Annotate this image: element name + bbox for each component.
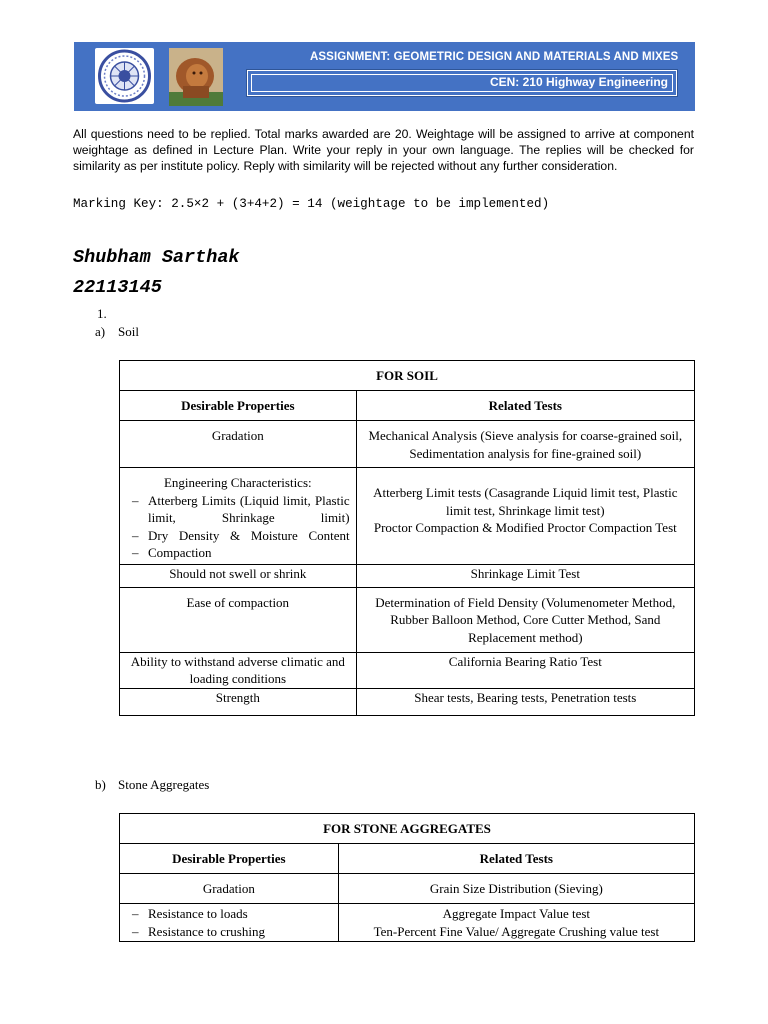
header-banner [74, 42, 695, 111]
property-heading: Engineering Characteristics: [163, 475, 312, 490]
table-row [120, 904, 695, 942]
property-list [126, 492, 350, 562]
property-list [126, 905, 332, 940]
table-row [120, 468, 695, 565]
table-header-row [120, 391, 695, 421]
test-cell: Mechanical Analysis (Sieve analysis for coarse-grained soil, Sedimentation analysis for fine-grained soil) [356, 421, 694, 468]
course-box [247, 70, 677, 96]
test-cell: Shrinkage Limit Test [356, 564, 694, 587]
property-cell: Ability to withstand adverse climatic and loading conditions [120, 652, 357, 688]
list-item: – Atterberg Limits (Liquid limit, Plastic limit, Shrinkage limit) [126, 492, 350, 527]
property-cell: Strength [120, 688, 357, 715]
table-row [120, 421, 695, 468]
table-row [120, 652, 695, 688]
test-line: Atterberg Limit tests (Casagrande Liquid limit test, Plastic limit test, Shrinkage limit test) [373, 485, 678, 518]
instructions-paragraph: All questions need to be replied. Total marks awarded are 20. Weightage will be assigned to arrive at component weightage as defined in Lecture Plan. Write your reply in your own language. The replies will be checked for similarity as per institute policy. Reply with similarity will be rejected without any further consideration. [73, 127, 694, 173]
aggregate-table-caption: FOR STONE AGGREGATES [120, 814, 695, 844]
table-header-row [120, 844, 695, 874]
table-row [120, 564, 695, 587]
test-cell: Determination of Field Density (Volumenometer Method, Rubber Balloon Method, Core Cutter Method, Sand Replacement method) [356, 587, 694, 652]
aggregate-table [119, 813, 695, 942]
part-a-title: Soil [118, 324, 139, 339]
lion-statue-icon [169, 48, 223, 106]
part-b-label: b) [95, 777, 106, 792]
soil-table [119, 360, 695, 716]
question-number: 1. [97, 306, 107, 321]
property-cell [120, 904, 339, 942]
column-header: Desirable Properties [120, 844, 339, 874]
property-cell: Should not swell or shrink [120, 564, 357, 587]
test-cell: Grain Size Distribution (Sieving) [338, 874, 694, 904]
table-row [120, 587, 695, 652]
property-cell [120, 468, 357, 565]
part-b-title: Stone Aggregates [118, 777, 210, 792]
test-line: Proctor Compaction & Modified Proctor Compaction Test [373, 520, 677, 535]
part-a-label: a) [95, 324, 106, 339]
test-line: Ten-Percent Fine Value/ Aggregate Crushing value test [373, 923, 660, 939]
list-item: – Resistance to loads [126, 905, 332, 923]
test-cell [356, 468, 694, 565]
student-name: Shubham Sarthak [73, 247, 240, 268]
column-header: Desirable Properties [120, 391, 357, 421]
assignment-title: ASSIGNMENT: GEOMETRIC DESIGN AND MATERIALS AND MIXES [310, 51, 679, 63]
table-caption-row [120, 814, 695, 844]
list-item: – Dry Density & Moisture Content [126, 527, 350, 545]
test-line: Aggregate Impact Value test [442, 906, 591, 921]
soil-table-caption: FOR SOIL [120, 361, 695, 391]
marking-key: Marking Key: 2.5×2 + (3+4+2) = 14 (weightage to be implemented) [73, 197, 550, 211]
property-cell: Gradation [120, 874, 339, 904]
table-row [120, 874, 695, 904]
student-roll-number: 22113145 [73, 277, 162, 298]
test-cell: California Bearing Ratio Test [356, 652, 694, 688]
property-cell: Gradation [120, 421, 357, 468]
column-header: Related Tests [356, 391, 694, 421]
list-item: – Resistance to crushing [126, 923, 332, 941]
list-item: – Compaction [126, 544, 350, 562]
course-code: CEN: 210 Highway Engineering [489, 75, 668, 89]
column-header: Related Tests [338, 844, 694, 874]
part-b-heading [95, 777, 209, 793]
part-a-heading [95, 324, 139, 340]
test-cell: Shear tests, Bearing tests, Penetration tests [356, 688, 694, 715]
table-row [120, 688, 695, 715]
test-cell [338, 904, 694, 942]
institute-emblem-icon [95, 48, 154, 104]
table-caption-row [120, 361, 695, 391]
property-cell: Ease of compaction [120, 587, 357, 652]
